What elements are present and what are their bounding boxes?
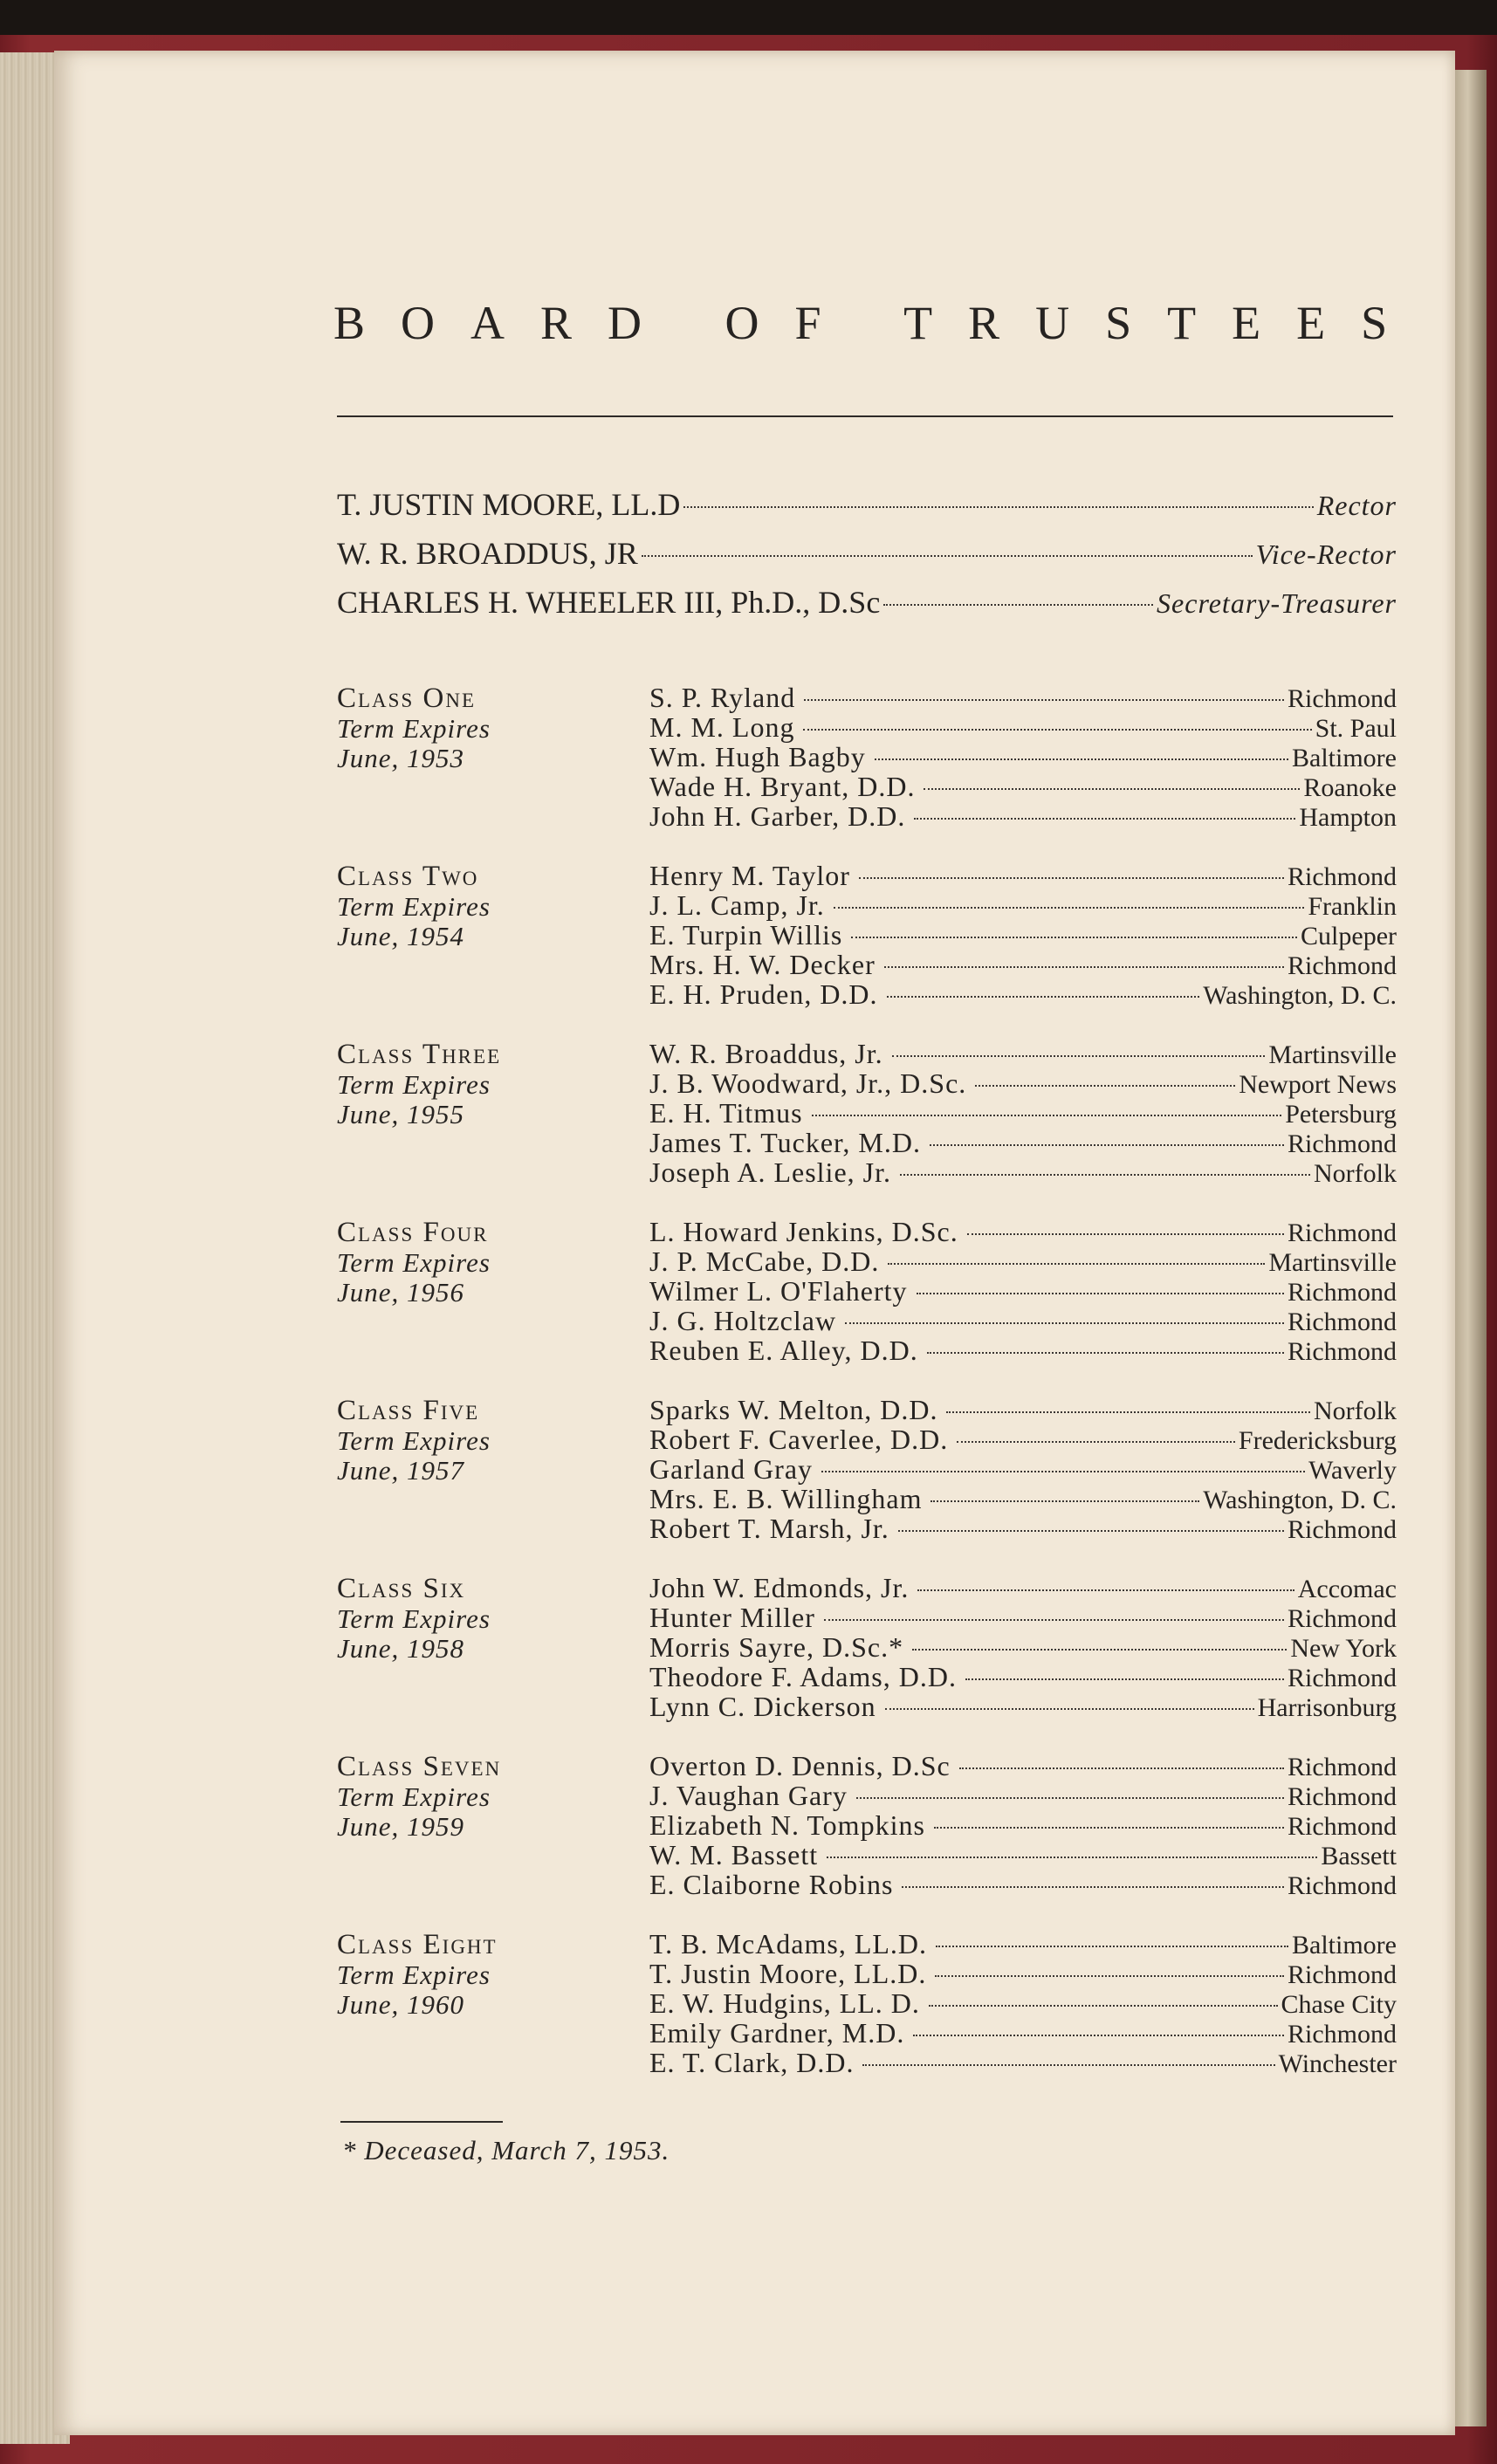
member-city: Richmond — [1288, 1753, 1397, 1781]
officer-name: CHARLES H. WHEELER III, Ph.D., D.Sc — [337, 585, 881, 620]
list-item — [649, 801, 1397, 831]
officer-vice-rector — [337, 531, 1397, 576]
member-city: Richmond — [1288, 684, 1397, 713]
dot-leader — [892, 1055, 1266, 1057]
list-item — [649, 920, 1397, 950]
class-label — [337, 1929, 625, 2020]
class-name: Class One — [337, 683, 476, 714]
member-city: Harrisonburg — [1257, 1693, 1397, 1722]
class-label — [337, 1573, 625, 1664]
officer-role: Rector — [1316, 490, 1397, 521]
member-city: Hampton — [1299, 803, 1397, 832]
list-item — [649, 950, 1397, 979]
list-item — [649, 861, 1397, 890]
member-name: J. L. Camp, Jr. — [649, 889, 825, 921]
member-city: Newport News — [1239, 1070, 1397, 1099]
member-name: W. M. Bassett — [649, 1839, 819, 1870]
member-city: Richmond — [1288, 1604, 1397, 1633]
list-item — [649, 1870, 1397, 1899]
member-city: Richmond — [1288, 1664, 1397, 1692]
dot-leader — [898, 1530, 1284, 1532]
term-date: June, 1953 — [337, 743, 465, 773]
member-name: James T. Tucker, M.D. — [649, 1127, 921, 1158]
class-three-block — [337, 1039, 1397, 1196]
term-label: Term Expires — [337, 1960, 491, 1990]
member-name: Overton D. Dennis, D.Sc — [649, 1750, 951, 1781]
member-name: J. B. Woodward, Jr., D.Sc. — [649, 1067, 967, 1099]
member-list — [649, 1573, 1397, 1721]
member-name: Wade H. Bryant, D.D. — [649, 771, 916, 802]
member-name: Wm. Hugh Bagby — [649, 741, 866, 772]
member-name: Henry M. Taylor — [649, 860, 850, 891]
member-name: E. Claiborne Robins — [649, 1869, 894, 1900]
member-city: Richmond — [1288, 1337, 1397, 1366]
officer-name: W. R. BROADDUS, JR — [337, 536, 638, 571]
class-name: Class Five — [337, 1395, 480, 1426]
page-right-edge — [1455, 70, 1487, 2426]
term-label: Term Expires — [337, 1425, 491, 1456]
member-name: Theodore F. Adams, D.D. — [649, 1661, 957, 1692]
dot-leader — [642, 555, 1253, 557]
dot-leader — [930, 1144, 1284, 1146]
dot-leader — [930, 1500, 1199, 1502]
member-name: E. T. Clark, D.D. — [649, 2047, 855, 2078]
dot-leader — [914, 818, 1295, 820]
list-item — [649, 1217, 1397, 1246]
member-name: Wilmer L. O'Flaherty — [649, 1275, 908, 1307]
dot-leader — [929, 2005, 1278, 2007]
dot-leader — [959, 1767, 1284, 1769]
dot-leader — [824, 1619, 1284, 1621]
member-name: J. Vaughan Gary — [649, 1780, 848, 1811]
dot-leader — [935, 1975, 1284, 1977]
class-name: Class Four — [337, 1217, 489, 1248]
list-item — [649, 1039, 1397, 1068]
dot-leader — [912, 1649, 1287, 1651]
dot-leader — [924, 788, 1300, 790]
member-list — [649, 1395, 1397, 1543]
dot-leader — [883, 604, 1153, 606]
class-label — [337, 1217, 625, 1307]
list-item — [649, 1395, 1397, 1424]
list-item — [649, 1692, 1397, 1721]
dot-leader — [851, 937, 1297, 938]
member-list — [649, 1751, 1397, 1899]
member-city: Richmond — [1288, 2020, 1397, 2049]
member-name: John W. Edmonds, Jr. — [649, 1572, 910, 1603]
dot-leader — [967, 1233, 1284, 1235]
member-name: S. P. Ryland — [649, 682, 796, 713]
member-city: Roanoke — [1303, 773, 1397, 802]
member-name: John H. Garber, D.D. — [649, 800, 906, 832]
member-name: J. G. Holtzclaw — [649, 1305, 837, 1336]
list-item — [649, 683, 1397, 712]
term-date: June, 1960 — [337, 1989, 465, 2020]
member-city: Baltimore — [1292, 1931, 1397, 1960]
dot-leader — [917, 1293, 1284, 1294]
member-city: Richmond — [1288, 951, 1397, 980]
member-city: Richmond — [1288, 1871, 1397, 1900]
member-name: T. B. McAdams, LL.D. — [649, 1928, 928, 1960]
class-label — [337, 1039, 625, 1129]
member-city: Baltimore — [1292, 744, 1397, 772]
member-city: Fredericksburg — [1238, 1426, 1397, 1455]
list-item — [649, 1513, 1397, 1543]
dot-leader — [957, 1441, 1235, 1443]
list-item — [649, 1603, 1397, 1632]
footnote-divider — [340, 2121, 503, 2123]
member-city: Richmond — [1288, 862, 1397, 891]
member-list — [649, 1217, 1397, 1365]
class-two-block — [337, 861, 1397, 1018]
term-label: Term Expires — [337, 1603, 491, 1634]
member-name: Hunter Miller — [649, 1602, 815, 1633]
member-name: L. Howard Jenkins, D.Sc. — [649, 1216, 958, 1247]
dot-leader — [884, 966, 1284, 968]
member-city: Washington, D. C. — [1203, 981, 1397, 1010]
member-city: Richmond — [1288, 1812, 1397, 1841]
member-city: Richmond — [1288, 1278, 1397, 1307]
list-item — [649, 1959, 1397, 1988]
member-name: E. W. Hudgins, LL. D. — [649, 1987, 920, 2019]
member-city: Bassett — [1321, 1842, 1397, 1870]
class-label — [337, 683, 625, 773]
member-city: St. Paul — [1315, 714, 1397, 743]
list-item — [649, 1424, 1397, 1454]
dot-leader — [946, 1411, 1310, 1413]
class-name: Class Six — [337, 1573, 466, 1604]
list-item — [649, 1098, 1397, 1128]
list-item — [649, 1781, 1397, 1810]
term-date: June, 1958 — [337, 1633, 465, 1664]
member-name: T. Justin Moore, LL.D. — [649, 1958, 927, 1989]
dot-leader — [936, 1946, 1288, 1947]
dot-leader — [827, 1857, 1317, 1858]
dot-leader — [975, 1085, 1235, 1087]
list-item — [649, 1454, 1397, 1484]
list-item — [649, 1840, 1397, 1870]
member-name: Lynn C. Dickerson — [649, 1691, 876, 1722]
dot-leader — [804, 699, 1284, 701]
class-eight-block — [337, 1929, 1397, 2086]
footnote: * Deceased, March 7, 1953. — [342, 2135, 670, 2165]
member-name: W. R. Broaddus, Jr. — [649, 1038, 883, 1069]
dot-leader — [821, 1471, 1305, 1472]
member-city: Richmond — [1288, 1218, 1397, 1247]
list-item — [649, 1276, 1397, 1306]
list-item — [649, 1128, 1397, 1157]
page-title: BOARD OF TRUSTEES — [333, 297, 1424, 349]
list-item — [649, 1751, 1397, 1781]
list-item — [649, 979, 1397, 1009]
list-item — [649, 712, 1397, 742]
term-date: June, 1957 — [337, 1455, 465, 1486]
member-name: J. P. McCabe, D.D. — [649, 1246, 880, 1277]
list-item — [649, 742, 1397, 772]
dot-leader — [888, 1263, 1265, 1265]
officer-role: Secretary-Treasurer — [1157, 587, 1397, 619]
dot-leader — [862, 2064, 1274, 2066]
list-item — [649, 1662, 1397, 1692]
member-name: Reuben E. Alley, D.D. — [649, 1335, 918, 1366]
member-list — [649, 683, 1397, 831]
list-item — [649, 772, 1397, 801]
member-name: E. H. Pruden, D.D. — [649, 978, 878, 1010]
member-city: Norfolk — [1314, 1397, 1397, 1425]
member-name: Robert F. Caverlee, D.D. — [649, 1424, 949, 1455]
list-item — [649, 1157, 1397, 1187]
class-one-block — [337, 683, 1397, 840]
list-item — [649, 1988, 1397, 2018]
member-city: Richmond — [1288, 1960, 1397, 1989]
term-label: Term Expires — [337, 1781, 491, 1812]
member-city: Chase City — [1281, 1990, 1397, 2019]
member-city: Richmond — [1288, 1307, 1397, 1336]
dot-leader — [875, 758, 1288, 760]
member-city: Norfolk — [1314, 1159, 1397, 1188]
dot-leader — [965, 1678, 1284, 1680]
title-divider — [337, 415, 1393, 417]
class-five-block — [337, 1395, 1397, 1552]
class-seven-block — [337, 1751, 1397, 1908]
member-name: Elizabeth N. Tompkins — [649, 1809, 925, 1841]
member-city: Accomac — [1297, 1575, 1397, 1603]
list-item — [649, 1068, 1397, 1098]
member-city: Martinsville — [1268, 1040, 1397, 1069]
term-label: Term Expires — [337, 891, 491, 922]
dot-leader — [887, 996, 1200, 998]
list-item — [649, 2048, 1397, 2077]
list-item — [649, 1929, 1397, 1959]
term-date: June, 1955 — [337, 1099, 465, 1129]
dot-leader — [885, 1708, 1254, 1710]
term-date: June, 1959 — [337, 1811, 465, 1842]
member-name: Morris Sayre, D.Sc.* — [649, 1631, 904, 1663]
list-item — [649, 2018, 1397, 2048]
class-label — [337, 1395, 625, 1486]
dot-leader — [812, 1115, 1282, 1116]
member-city: Culpeper — [1301, 922, 1397, 951]
dot-leader — [902, 1886, 1284, 1888]
dot-leader — [913, 2035, 1284, 2036]
dot-leader — [856, 1797, 1284, 1799]
term-label: Term Expires — [337, 1247, 491, 1278]
member-city: Martinsville — [1268, 1248, 1397, 1277]
class-label — [337, 861, 625, 951]
class-name: Class Two — [337, 861, 479, 892]
list-item — [649, 1810, 1397, 1840]
member-city: Washington, D. C. — [1203, 1486, 1397, 1514]
member-city: Petersburg — [1285, 1100, 1397, 1129]
class-four-block — [337, 1217, 1397, 1374]
member-name: Emily Gardner, M.D. — [649, 2017, 905, 2049]
list-item — [649, 1484, 1397, 1513]
term-date: June, 1954 — [337, 921, 465, 951]
member-list — [649, 1929, 1397, 2077]
officer-role: Vice-Rector — [1255, 539, 1397, 570]
officer-rector — [337, 482, 1397, 527]
term-date: June, 1956 — [337, 1277, 465, 1307]
class-six-block — [337, 1573, 1397, 1730]
member-name: E. H. Titmus — [649, 1097, 803, 1129]
member-list — [649, 1039, 1397, 1187]
member-name: Sparks W. Melton, D.D. — [649, 1394, 938, 1425]
member-name: Mrs. E. B. Willingham — [649, 1483, 923, 1514]
list-item — [649, 890, 1397, 920]
dot-leader — [803, 729, 1311, 731]
member-list — [649, 861, 1397, 1009]
member-city: Franklin — [1308, 892, 1397, 921]
member-name: Joseph A. Leslie, Jr. — [649, 1157, 891, 1188]
member-name: M. M. Long — [649, 711, 795, 743]
dot-leader — [834, 907, 1305, 909]
dot-leader — [934, 1827, 1284, 1829]
list-item — [649, 1335, 1397, 1365]
class-name: Class Seven — [337, 1751, 502, 1782]
class-label — [337, 1751, 625, 1842]
member-name: Garland Gray — [649, 1453, 814, 1485]
term-label: Term Expires — [337, 713, 491, 744]
list-item — [649, 1306, 1397, 1335]
term-label: Term Expires — [337, 1069, 491, 1100]
class-name: Class Three — [337, 1039, 502, 1070]
member-name: E. Turpin Willis — [649, 919, 843, 951]
list-item — [649, 1632, 1397, 1662]
member-city: Richmond — [1288, 1782, 1397, 1811]
member-city: Waverly — [1308, 1456, 1397, 1485]
dot-leader — [683, 506, 1313, 508]
dot-leader — [917, 1589, 1294, 1591]
officer-secretary-treasurer — [337, 580, 1397, 625]
class-name: Class Eight — [337, 1929, 498, 1960]
list-item — [649, 1573, 1397, 1603]
member-name: Robert T. Marsh, Jr. — [649, 1513, 889, 1544]
dot-leader — [845, 1322, 1284, 1324]
member-city: Richmond — [1288, 1515, 1397, 1544]
list-item — [649, 1246, 1397, 1276]
member-city: Winchester — [1278, 2049, 1397, 2078]
dot-leader — [859, 877, 1284, 879]
officer-name: T. JUSTIN MOORE, LL.D — [337, 487, 681, 522]
member-name: Mrs. H. W. Decker — [649, 949, 876, 980]
member-city: Richmond — [1288, 1129, 1397, 1158]
member-city: New York — [1290, 1634, 1397, 1663]
dot-leader — [927, 1352, 1284, 1354]
dot-leader — [900, 1174, 1310, 1176]
